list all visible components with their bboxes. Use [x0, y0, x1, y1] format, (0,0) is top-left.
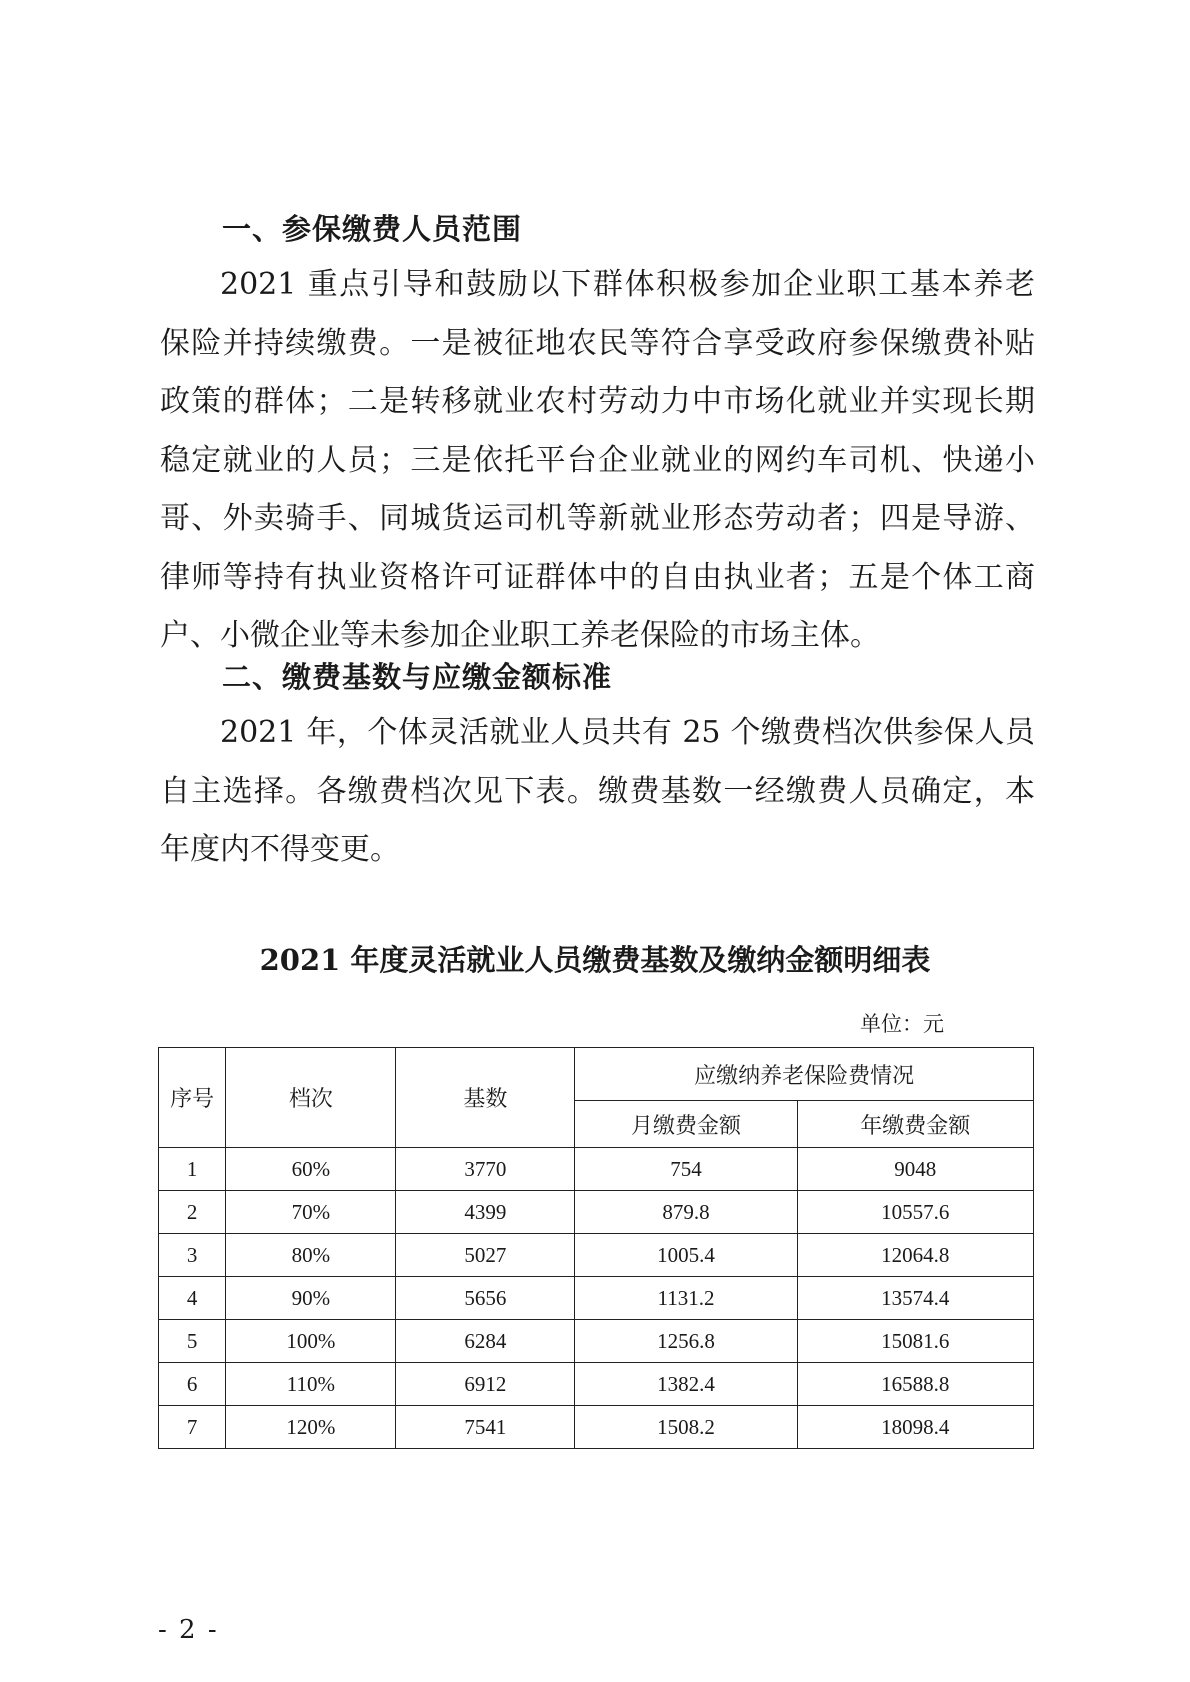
cell-base: 5656 [396, 1277, 575, 1320]
section-2-heading: 二、缴费基数与应缴金额标准 [222, 660, 613, 694]
cell-yearly: 12064.8 [797, 1234, 1033, 1277]
header-base: 基数 [396, 1048, 575, 1148]
cell-monthly: 1256.8 [575, 1320, 797, 1363]
table-row [159, 1363, 1034, 1406]
cell-index: 2 [159, 1191, 226, 1234]
header-yearly: 年缴费金额 [797, 1101, 1033, 1148]
table-row [159, 1406, 1034, 1449]
cell-index: 6 [159, 1363, 226, 1406]
cell-yearly: 10557.6 [797, 1191, 1033, 1234]
cell-index: 1 [159, 1148, 226, 1191]
cell-base: 7541 [396, 1406, 575, 1449]
table-row [159, 1148, 1034, 1191]
cell-level: 110% [226, 1363, 396, 1406]
section-1-heading: 一、参保缴费人员范围 [222, 212, 523, 246]
cell-base: 6284 [396, 1320, 575, 1363]
header-level: 档次 [226, 1048, 396, 1148]
cell-yearly: 15081.6 [797, 1320, 1033, 1363]
header-index: 序号 [159, 1048, 226, 1148]
cell-yearly: 13574.4 [797, 1277, 1033, 1320]
table-row [159, 1234, 1034, 1277]
cell-level: 70% [226, 1191, 396, 1234]
cell-monthly: 754 [575, 1148, 797, 1191]
paragraph-line: 保险并持续缴费。一是被征地农民等符合享受政府参保缴费补贴 [160, 325, 1035, 361]
cell-level: 120% [226, 1406, 396, 1449]
page-number: - 2 - [158, 1615, 219, 1645]
paragraph-line: 稳定就业的人员；三是依托平台企业就业的网约车司机、快递小 [160, 442, 1035, 478]
section-1-paragraph [160, 256, 1035, 666]
cell-base: 3770 [396, 1148, 575, 1191]
cell-monthly: 1131.2 [575, 1277, 797, 1320]
table-unit: 单位：元 [860, 1012, 944, 1036]
cell-level: 90% [226, 1277, 396, 1320]
cell-yearly: 16588.8 [797, 1363, 1033, 1406]
paragraph-line: 户、小微企业等未参加企业职工养老保险的市场主体。 [160, 618, 880, 653]
table-title: 2021 年度灵活就业人员缴费基数及缴纳金额明细表 [259, 943, 931, 977]
table-row [159, 1320, 1034, 1363]
cell-monthly: 1508.2 [575, 1406, 797, 1449]
header-monthly: 月缴费金额 [575, 1101, 797, 1148]
paragraph-line: 哥、外卖骑手、同城货运司机等新就业形态劳动者；四是导游、 [160, 501, 1035, 536]
cell-index: 3 [159, 1234, 226, 1277]
cell-yearly: 9048 [797, 1148, 1033, 1191]
cell-base: 6912 [396, 1363, 575, 1406]
cell-level: 60% [226, 1148, 396, 1191]
paragraph-line: 政策的群体；二是转移就业农村劳动力中市场化就业并实现长期 [160, 384, 1035, 419]
paragraph-line: 律师等持有执业资格许可证群体中的自由执业者；五是个体工商 [160, 559, 1035, 595]
paragraph-line: 自主选择。各缴费档次见下表。缴费基数一经缴费人员确定，本 [160, 773, 1035, 809]
cell-monthly: 879.8 [575, 1191, 797, 1234]
section-2-paragraph [160, 704, 1035, 880]
cell-base: 5027 [396, 1234, 575, 1277]
table-row [159, 1191, 1034, 1234]
cell-level: 100% [226, 1320, 396, 1363]
cell-base: 4399 [396, 1191, 575, 1234]
contribution-table [158, 1047, 1034, 1449]
cell-index: 7 [159, 1406, 226, 1449]
header-group: 应缴纳养老保险费情况 [575, 1048, 1034, 1101]
paragraph-line: 年度内不得变更。 [160, 832, 400, 867]
cell-monthly: 1005.4 [575, 1234, 797, 1277]
cell-monthly: 1382.4 [575, 1363, 797, 1406]
cell-yearly: 18098.4 [797, 1406, 1033, 1449]
paragraph-line: 2021 重点引导和鼓励以下群体积极参加企业职工基本养老 [220, 267, 1035, 302]
cell-index: 4 [159, 1277, 226, 1320]
cell-index: 5 [159, 1320, 226, 1363]
paragraph-line: 2021 年，个体灵活就业人员共有 25 个缴费档次供参保人员 [220, 715, 1035, 750]
cell-level: 80% [226, 1234, 396, 1277]
table-row [159, 1277, 1034, 1320]
